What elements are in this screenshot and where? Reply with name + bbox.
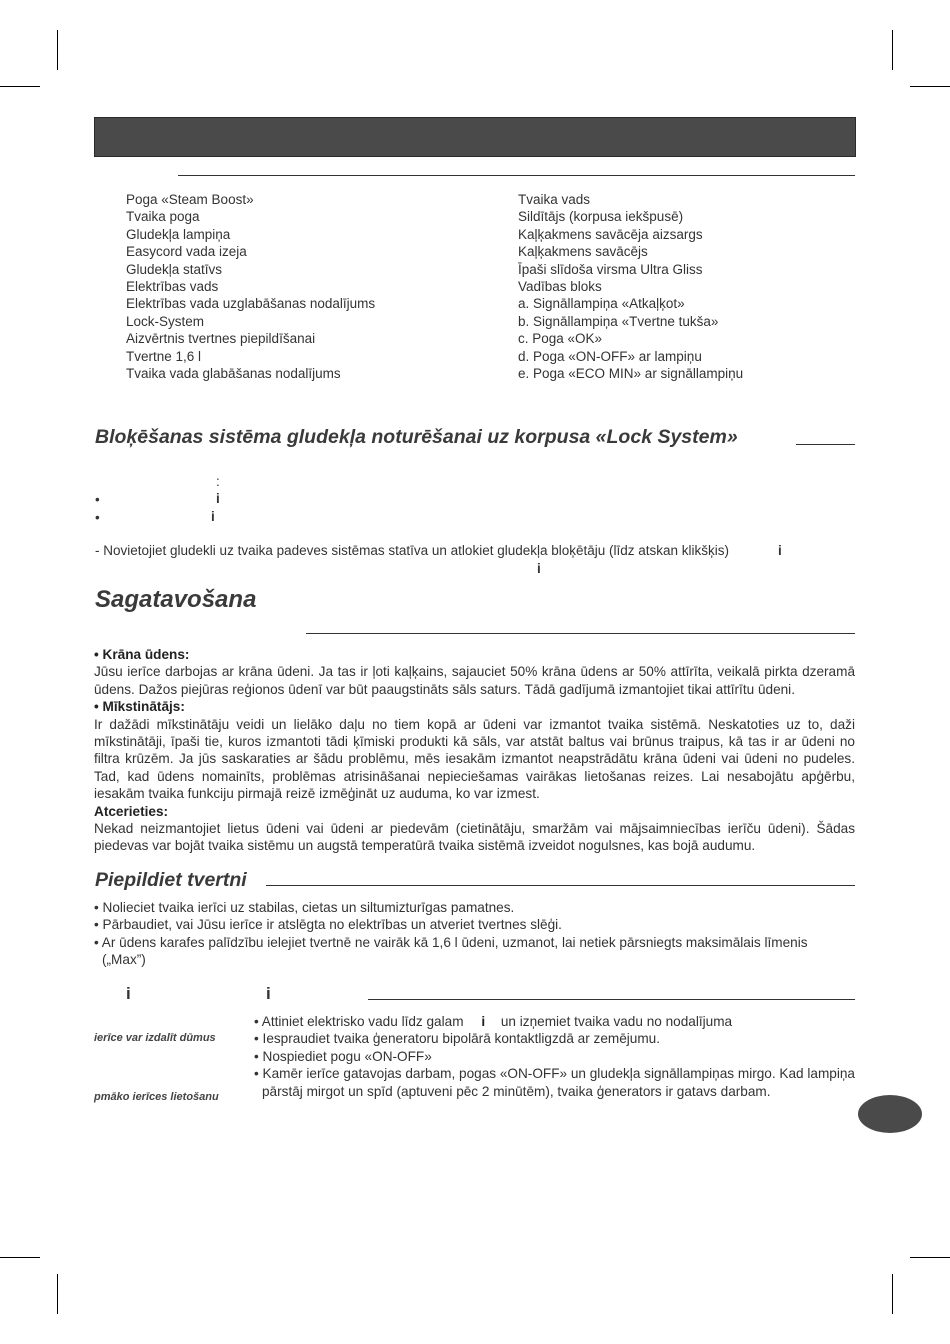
part-item: Aizvērtnis tvertnes piepildīšanai bbox=[126, 331, 316, 347]
illustration-ref: i bbox=[537, 561, 541, 576]
part-item: Tvaika vada glabāšanas nodalījums bbox=[126, 366, 341, 382]
part-item: d. Poga «ON-OFF» ar lampiņu bbox=[518, 348, 702, 364]
side-note: ierīce var izdalīt dūmus bbox=[94, 1032, 216, 1044]
illustration-ref: i bbox=[126, 984, 131, 1003]
part-item: Elektrības vads bbox=[126, 279, 219, 295]
switch-step bbox=[254, 1013, 855, 1030]
switch-on-steps bbox=[254, 1013, 855, 1100]
illustration-ref: i bbox=[216, 491, 220, 506]
page-number-tab bbox=[858, 1095, 922, 1133]
switch-step-text: un izņemiet tvaika vadu no nodalījuma bbox=[500, 1014, 733, 1029]
part-item: e. Poga «ECO MIN» ar signāllampiņu bbox=[518, 366, 744, 382]
part-item: Easycord vada izeja bbox=[126, 244, 247, 260]
crop-mark bbox=[892, 1274, 893, 1314]
crop-mark bbox=[0, 1257, 40, 1258]
part-item: Tvaika vads bbox=[518, 192, 591, 207]
lock-instruction: - Novietojiet gludekli uz tvaika padeves sistēmas statīva un atlokiet gludekļa bloķētāju (līdz atskan klikšķis) bbox=[95, 543, 730, 558]
parts-list-right bbox=[518, 191, 743, 382]
preparation-text bbox=[94, 646, 855, 855]
illustration-ref: i bbox=[778, 543, 782, 558]
part-item: a. Signāllampiņa «Atkaļķot» bbox=[518, 296, 685, 312]
part-item: c. Poga «OK» bbox=[518, 331, 603, 347]
softener-text: Ir dažādi mīkstinātāju veidi un lielāko daļu no tiem kopā ar ūdeni var izmantot tvaika sistēmā. Neskatoties uz to, daži mīkstinātāji, īpaši tie, kuros izmantoti tādi ķīmiski produkti kā sāls, var atstāt baltus vai brūnus traipus, kā tas ir ar ūdeni no filtra krūzēm. Ja jūs saskaraties ar šādu problēmu, mēs iesakām izmantot neapstrādātu krāna ūdeni vai ūdeni no pudeles. Tad, kad ūdens nomainīts, problēmas atrisināšanai nepieciešamas vairākas lietošanas reizes. Lai nesabojātu apģērbu, iesakām tvaika funkciju pirmajā reizē izmēģināt uz auduma, ko var izmest. bbox=[94, 716, 855, 802]
bullet-mark: • bbox=[95, 510, 100, 525]
part-item: Elektrības vada uzglabāšanas nodalījums bbox=[126, 296, 376, 312]
parts-list-left bbox=[126, 191, 375, 382]
lock-system-heading: Bloķēšanas sistēma gludekļa noturēšanai uz korpusa «Lock System» bbox=[95, 426, 738, 448]
switch-step: • Kamēr ierīce gatavojas darbam, pogas «ON-OFF» un gludekļa signāllampiņas mirgo. Kad lampiņa pārstāj mirgot un spīd (aptuveni pēc 2 minūtēm), tvaika ģenerators ir gatavs darbam. bbox=[254, 1066, 855, 1099]
part-item: Īpaši slīdoša virsma Ultra Gliss bbox=[518, 261, 703, 277]
switch-step-text: • Attiniet elektrisko vadu līdz galam bbox=[254, 1014, 464, 1029]
bullet-mark: • bbox=[95, 492, 100, 507]
fill-tank-steps bbox=[94, 899, 855, 969]
side-note: pmāko ierīces lietošanu bbox=[94, 1091, 219, 1103]
crop-mark bbox=[892, 30, 893, 70]
fill-tank-heading: Piepildiet tvertni bbox=[95, 869, 247, 891]
part-item: Kaļķakmens savācēja aizsargs bbox=[518, 226, 703, 242]
part-item: Tvertne 1,6 l bbox=[126, 348, 202, 364]
illustration-ref: i bbox=[266, 984, 271, 1003]
part-item: Poga «Steam Boost» bbox=[126, 192, 254, 207]
section-rule bbox=[266, 885, 855, 886]
crop-mark bbox=[0, 86, 40, 87]
illustration-ref: i bbox=[481, 1014, 486, 1029]
crop-mark bbox=[910, 86, 950, 87]
crop-mark bbox=[910, 1257, 950, 1258]
fill-step: • Pārbaudiet, vai Jūsu ierīce ir atslēgta no elektrības un atveriet tvertnes slēģi. bbox=[94, 917, 562, 933]
crop-mark bbox=[57, 30, 58, 70]
fill-step: • Ar ūdens karafes palīdzību ielejiet tvertnē ne vairāk kā 1,6 l ūdeni, uzmanot, lai netiek pārsniegts maksimālais līmenis bbox=[94, 934, 808, 950]
switch-step: • Iespraudiet tvaika ģeneratoru bipolārā kontaktligzdā ar zemējumu. bbox=[254, 1031, 661, 1047]
fill-step: • Nolieciet tvaika ierīci uz stabilas, cietas un siltumizturīgas pamatnes. bbox=[94, 900, 515, 915]
part-item: Gludekļa statīvs bbox=[126, 261, 223, 277]
remember-heading: Atcerieties: bbox=[94, 803, 169, 819]
part-item: Vadības bloks bbox=[518, 279, 602, 295]
lock-colon: : bbox=[216, 474, 220, 489]
crop-mark bbox=[57, 1274, 58, 1314]
part-item: Tvaika poga bbox=[126, 209, 200, 225]
illustration-ref: i bbox=[211, 509, 215, 524]
tap-water-text: Jūsu ierīce darbojas ar krāna ūdeni. Ja tas ir ļoti kaļķains, sajauciet 50% krāna ūdens ar 50% attīrīta, veikalā pirkta dzeramā ūdens. Dažos piejūras reģionos ūdenī var būt paaugstināts sāls saturs. Tādā gadījumā izmantojiet tikai attīrītu ūdeni. bbox=[94, 664, 855, 697]
section-rule bbox=[368, 999, 855, 1000]
part-item: b. Signāllampiņa «Tvertne tukša» bbox=[518, 313, 719, 329]
section-rule bbox=[796, 444, 855, 445]
tap-water-heading: • Krāna ūdens: bbox=[94, 647, 190, 662]
part-item: Lock-System bbox=[126, 313, 205, 329]
fill-step: („Max”) bbox=[102, 952, 146, 968]
section-rule bbox=[178, 175, 855, 176]
switch-step: • Nospiediet pogu «ON-OFF» bbox=[254, 1048, 432, 1064]
header-bar bbox=[94, 117, 856, 157]
section-rule bbox=[306, 633, 855, 634]
part-item: Sildītājs (korpusa iekšpusē) bbox=[518, 209, 684, 225]
remember-text: Nekad neizmantojiet lietus ūdeni vai ūdeni ar piedevām (cietinātāju, smaržām vai mājsaimniecības ierīču ūdeni). Šādas piedevas var bojāt tvaika sistēmu un augstā temperatūrā tvaika sistēmā izveidot nogulsnes, kas bojā audumu. bbox=[94, 821, 855, 854]
part-item: Gludekļa lampiņa bbox=[126, 226, 231, 242]
part-item: Kaļķakmens savācējs bbox=[518, 244, 648, 260]
preparation-heading: Sagatavošana bbox=[95, 586, 257, 613]
softener-heading: • Mīkstinātājs: bbox=[94, 699, 185, 715]
